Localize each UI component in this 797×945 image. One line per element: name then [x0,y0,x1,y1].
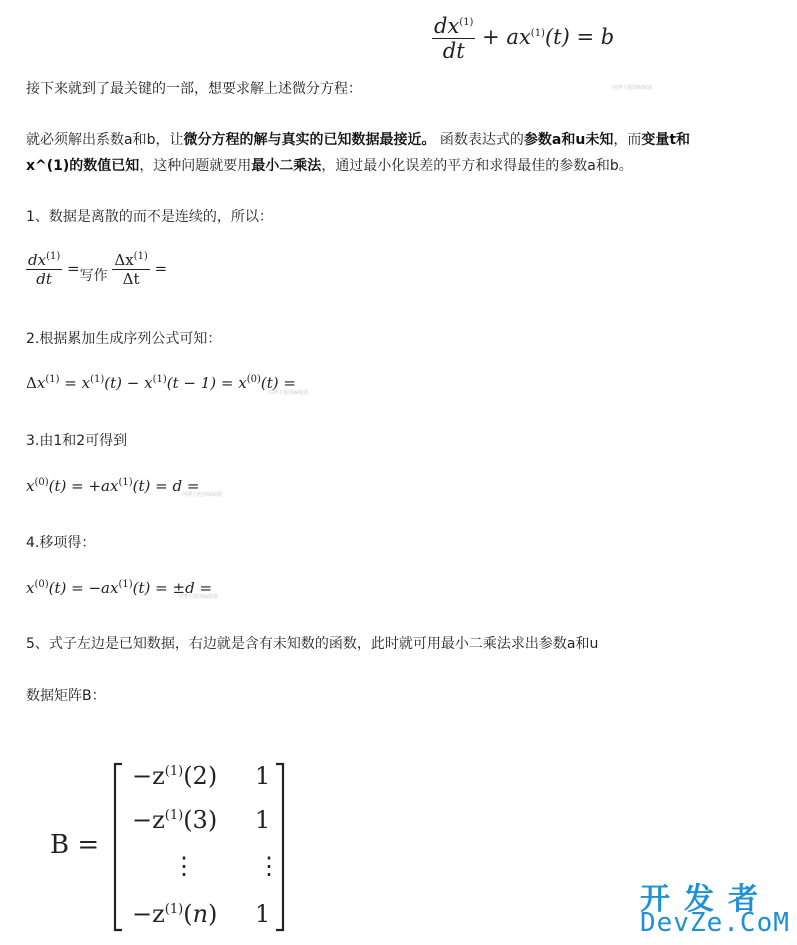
explanation-paragraph: 就必须解出系数a和b，让微分方程的解与真实的已知数据最接近。 函数表达式的参数a和u未知，而变量t和 x^(1)的数值已知，这种问题就要用最小二乘法，通过最小化误差的平方和求得最佳的参数a和b。 [26,132,691,174]
step-3-heading: 3.由1和2可得到 [26,433,128,449]
matrix-row-n: $-z^{(1)}(n)$ [132,900,218,928]
matrix-row-1: $-z^{(1)}(2)$ [132,762,218,790]
matrix-vdots: ⋮ [257,852,281,880]
step-2-heading: 2.根据累加生成序列公式可知： [26,331,222,347]
step-4-heading: 4.移项得： [26,535,96,551]
watermark: 创博主题图编辑器 [612,85,653,91]
top-fraction: $\frac{dx^{(1)}}{dt}$ [434,14,474,63]
matrix-row-2: $-z^{(1)}(3)$ [132,806,218,834]
matrix-vdots: ⋮ [172,852,196,880]
watermark: 创博主题图编辑器 [268,390,309,396]
step-3-formula: $x^{(0)}(t) = +ax^{(1)}(t) = d$ = [26,477,200,495]
step-1-heading: 1、数据是离散的而不是连续的，所以： [26,209,273,225]
step-1-formula: $\frac{dx^{(1)}}{dt}$ =写作 $\frac{\Delta x^{(1)}}{\Delta t}$ = [28,251,168,288]
step-4-formula: $x^{(0)}(t) = -ax^{(1)}(t) = \pm d$ = [26,579,213,597]
matrix-lhs: B = [50,830,100,860]
step-5-text: 5、式子左边是已知数据，右边就是含有未知数的函数，此时就可用最小二乘法求出参数a和u [26,636,599,652]
matrix-cell: 1 [255,806,271,834]
matrix-label: 数据矩阵B： [26,688,106,704]
site-logo-top: 开发者 [640,882,772,917]
matrix-cell: 1 [255,900,271,928]
watermark: 创博主题图编辑器 [178,594,219,600]
top-formula: $\frac{dx^{(1)}}{dt}$ + $ax^{(1)}(t) = b$ [434,14,615,63]
intro-text: 接下来就到了最关键的一部，想要求解上述微分方程： [26,81,362,97]
matrix-cell: 1 [255,762,271,790]
watermark: 创博主题图编辑器 [182,492,223,498]
site-logo-bottom: DevZe.CoM [640,908,790,938]
step-2-formula: $\Delta x^{(1)} = x^{(1)}(t) - x^{(1)}(t - 1) = x^{(0)}(t)$ = [26,374,296,392]
